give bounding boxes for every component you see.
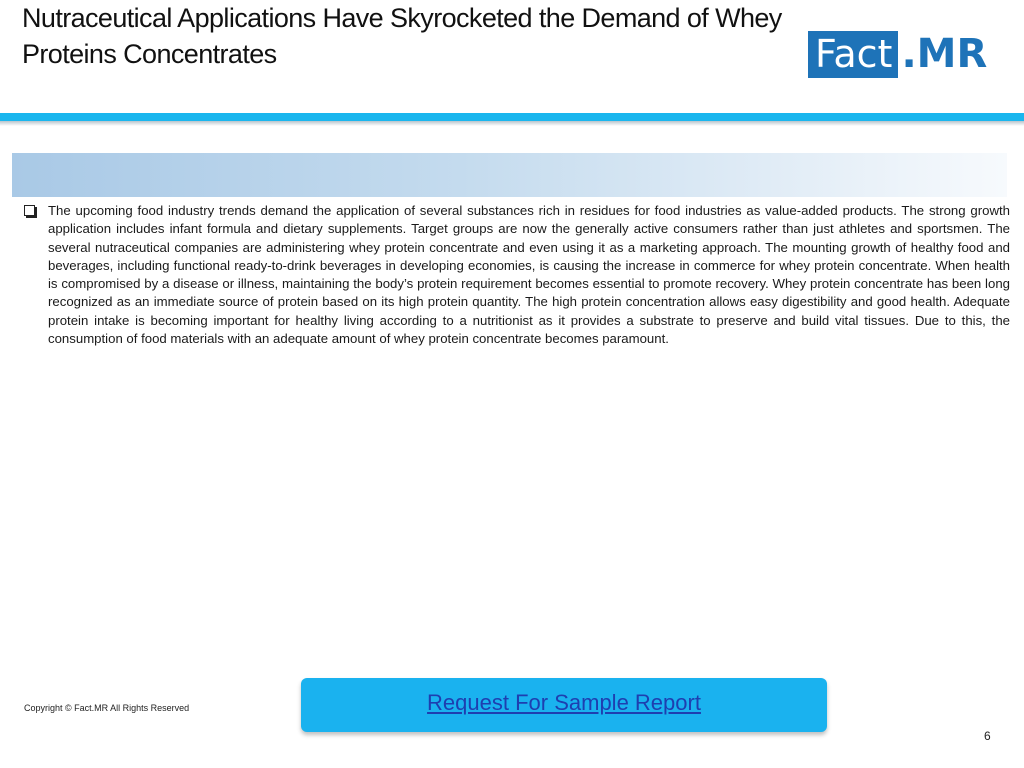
slide-title-line-1: Nutraceutical Applications Have Skyrocketed the Demand of Whey	[22, 3, 782, 33]
gradient-banner	[12, 153, 1007, 197]
body-paragraph: The upcoming food industry trends demand the application of several substances rich in residues for food industries as value-added products. The strong growth application includes infant formula and dietary supplements. Target groups are now the generally active consumers rather than just athletes and sportsmen. The several nutraceutical companies are administering whey protein concentrate and even using it as a marketing approach. The mounting growth of healthy food and beverages, including functional ready-to-drink beverages in developing economies, is causing the increase in commerce for whey protein concentrate. When health is compromised by a disease or illness, maintaining the body’s protein requirement becomes essential to promote recovery. Whey protein concentrate has been long recognized as an immediate source of protein based on its high protein quantity. The high protein concentration allows easy digestibility and good health. Adequate protein intake is becoming important for healthy living according to a nutritionist as it provides a substrate to preserve and build vital tissues. Due to this, the consumption of food materials with an adequate amount of whey protein concentrate becomes paramount.	[48, 203, 1010, 347]
copyright-text: Copyright © Fact.MR All Rights Reserved	[24, 703, 190, 713]
slide-title-line-2: Proteins Concentrates	[22, 39, 277, 69]
request-sample-report-link[interactable]: Request For Sample Report	[427, 690, 701, 715]
logo-fact-text: Fact	[808, 31, 898, 78]
bullet-item	[24, 202, 1010, 348]
request-sample-report-button[interactable]	[301, 678, 827, 732]
slide-title	[22, 0, 922, 72]
factmr-logo	[808, 31, 987, 78]
page-number: 6	[984, 729, 991, 743]
header-divider	[0, 113, 1024, 121]
checkbox-bullet-icon	[24, 205, 35, 216]
logo-mr-text: .MR	[901, 31, 988, 77]
header-divider-shadow	[0, 121, 1024, 126]
